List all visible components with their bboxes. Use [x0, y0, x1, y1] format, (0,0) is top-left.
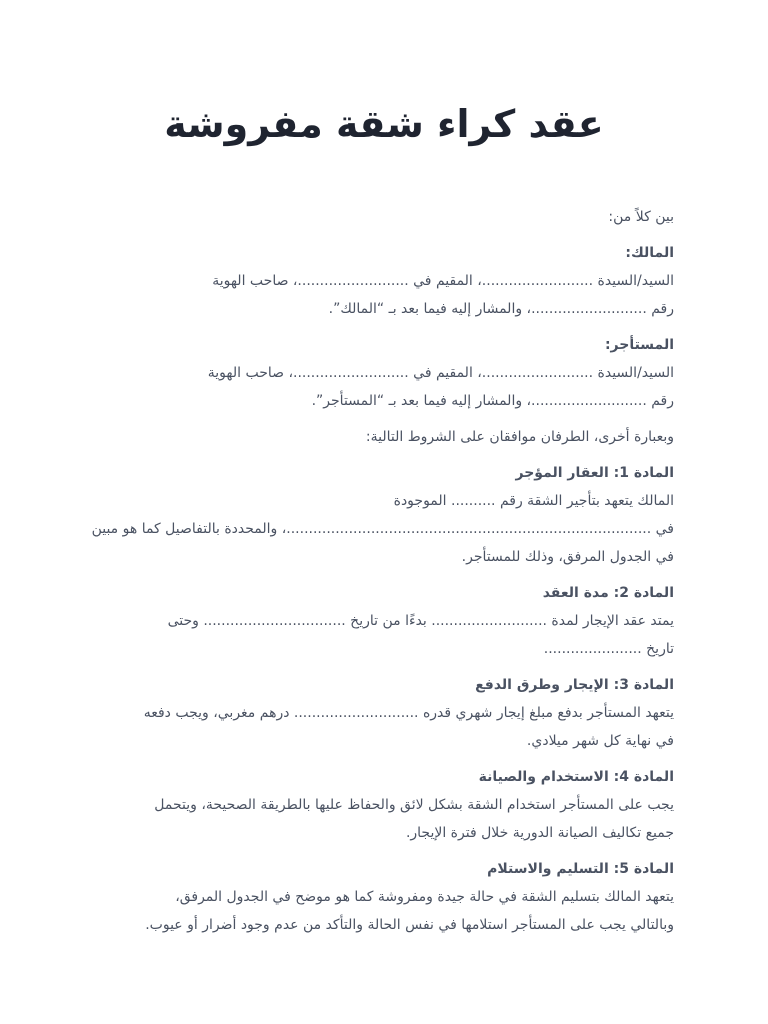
article-line: تاريخ ......................	[543, 641, 674, 657]
article-line: المالك يتعهد بتأجير الشقة رقم .......... الموجودة	[393, 493, 674, 509]
article-3	[84, 671, 674, 755]
agreement-text: وبعبارة أخرى، الطرفان موافقان على الشروط التالية:	[365, 429, 674, 445]
article-line: يجب على المستأجر استخدام الشقة بشكل لائق والحفاظ عليها بالطريقة الصحيحة، ويتحمل	[154, 797, 674, 813]
article-heading: المادة 2: مدة العقد	[542, 585, 674, 601]
article-line: يتعهد المالك بتسليم الشقة في حالة جيدة ومفروشة كما هو موضح في الجدول المرفق،	[175, 889, 674, 905]
article-2	[84, 579, 674, 663]
article-5	[84, 855, 674, 939]
article-heading: المادة 5: التسليم والاستلام	[487, 861, 674, 877]
article-line: وبالتالي يجب على المستأجر استلامها في نفس الحالة والتأكد من عدم وجود أضرار أو عيوب.	[145, 917, 674, 933]
tenant-section	[84, 331, 674, 415]
article-heading: المادة 1: العقار المؤجر	[515, 465, 674, 481]
tenant-line: السيد/السيدة .........................، المقيم في ..........................، صاحب الهوية	[207, 365, 674, 381]
article-line: في ..................................................................................، والمحددة بالتفاصيل كما هو مبين	[91, 521, 674, 537]
owner-line: رقم ..........................، والمشار إليه فيما بعد بـ “المالك”.	[328, 301, 674, 317]
article-line: في الجدول المرفق، وذلك للمستأجر.	[461, 549, 674, 565]
document-title: عقد كراء شقة مفروشة	[164, 102, 604, 146]
article-heading: المادة 3: الإيجار وطرق الدفع	[475, 677, 674, 693]
article-line: يتعهد المستأجر بدفع مبلغ إيجار شهري قدره ............................ درهم مغربي، ويجب دفعه	[143, 705, 674, 721]
tenant-line: رقم ..........................، والمشار إليه فيما بعد بـ “المستأجر”.	[311, 393, 674, 409]
tenant-heading: المستأجر:	[604, 337, 674, 353]
article-1	[84, 459, 674, 571]
intro-text: بين كلاً من:	[608, 209, 674, 225]
article-line: يمتد عقد الإيجار لمدة .......................... بدءًا من تاريخ ................................ وحتى	[167, 613, 674, 629]
document-body	[84, 203, 674, 939]
article-line: جميع تكاليف الصيانة الدورية خلال فترة الإيجار.	[405, 825, 674, 841]
article-4	[84, 763, 674, 847]
owner-line: السيد/السيدة .........................، المقيم في .........................، صاحب الهوية	[212, 273, 674, 289]
owner-heading: المالك:	[625, 245, 674, 261]
owner-section	[84, 239, 674, 323]
article-line: في نهاية كل شهر ميلادي.	[526, 733, 674, 749]
article-heading: المادة 4: الاستخدام والصيانة	[478, 769, 674, 785]
